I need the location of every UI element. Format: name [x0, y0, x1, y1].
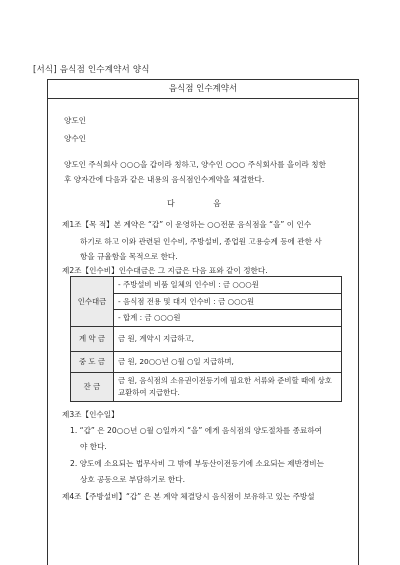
- middle-payment-value: 금 원, 20○○년 ○월 ○일 지급하며,: [114, 351, 342, 372]
- balance-value: 금 원, 음식점의 소유권이전등기에 필요한 서류와 준비할 때에 상호 교환하여 지급한다.: [114, 372, 342, 401]
- intro-line-1: 양도인 주식회사 ○○○을 갑이라 칭하고, 양수인 ○○○ 주식회사를 을이라 칭한: [64, 160, 326, 169]
- article-4-line-1: 제4조【주방설비】“갑” 은 본 계약 체결당시 음식점이 보유하고 있는 주방설: [62, 492, 315, 501]
- price-row-premises: - 음식점 전용 및 대지 인수비 : 금 ○○○원: [114, 293, 342, 310]
- article-3-item-2-line-1: 2. 양도에 소요되는 법무사비 그 밖에 부동산이전등기에 소요되는 제반경비는: [70, 459, 324, 468]
- price-row-equipment: - 주방설비 비품 일체의 인수비 : 금 ○○○원: [114, 277, 342, 294]
- price-table: [70, 276, 342, 402]
- article-3-item-1-line-1: 1. “갑” 은 20○○년 ○월 ○일까지 “을” 에게 음식점의 양도절차를 종료하여: [70, 426, 323, 435]
- deposit-value: 금 원, 계약시 지급하고,: [114, 326, 342, 351]
- article-1-line-2: 하기로 하고 이와 관련된 인수비, 주방설비, 종업원 고용승계 등에 관한 사: [80, 237, 322, 246]
- table-row: [71, 372, 342, 401]
- contract-frame: [47, 79, 359, 565]
- article-1-line-3: 항을 규율함을 목적으로 한다.: [80, 252, 178, 261]
- section-heading: 다 음: [167, 199, 239, 208]
- price-row-total: - 합계 : 금 ○○○원: [114, 310, 342, 327]
- transferor-label: 양도인: [64, 116, 87, 125]
- article-1-line-1: 제1조【목 적】본 계약은 “갑” 이 운영하는 ○○전문 음식점을 “을” 이 인수: [62, 220, 312, 229]
- balance-label: 잔 금: [71, 372, 114, 401]
- transferee-label: 양수인: [64, 134, 87, 143]
- article-3-title: 제3조【인수일】: [62, 410, 119, 419]
- document-title: 음식점 인수계약서: [48, 80, 358, 99]
- table-row: [71, 351, 342, 372]
- deposit-label: 계 약 금: [71, 326, 114, 351]
- price-label: 인수대금: [71, 277, 114, 327]
- table-row: [71, 326, 342, 351]
- form-caption: [서식] 음식점 인수계약서 양식: [33, 65, 150, 75]
- article-3-item-1-line-2: 야 한다.: [80, 442, 107, 451]
- table-row: [71, 277, 342, 294]
- middle-payment-label: 중 도 금: [71, 351, 114, 372]
- article-2-title: 제2조【인수비】인수대금은 그 지급은 다음 표와 같이 정한다.: [62, 266, 268, 275]
- article-3-item-2-line-2: 상호 공동으로 부담하기로 한다.: [80, 475, 186, 484]
- intro-line-2: 후 양자간에 다음과 같은 내용의 음식점인수계약을 체결한다.: [64, 175, 265, 184]
